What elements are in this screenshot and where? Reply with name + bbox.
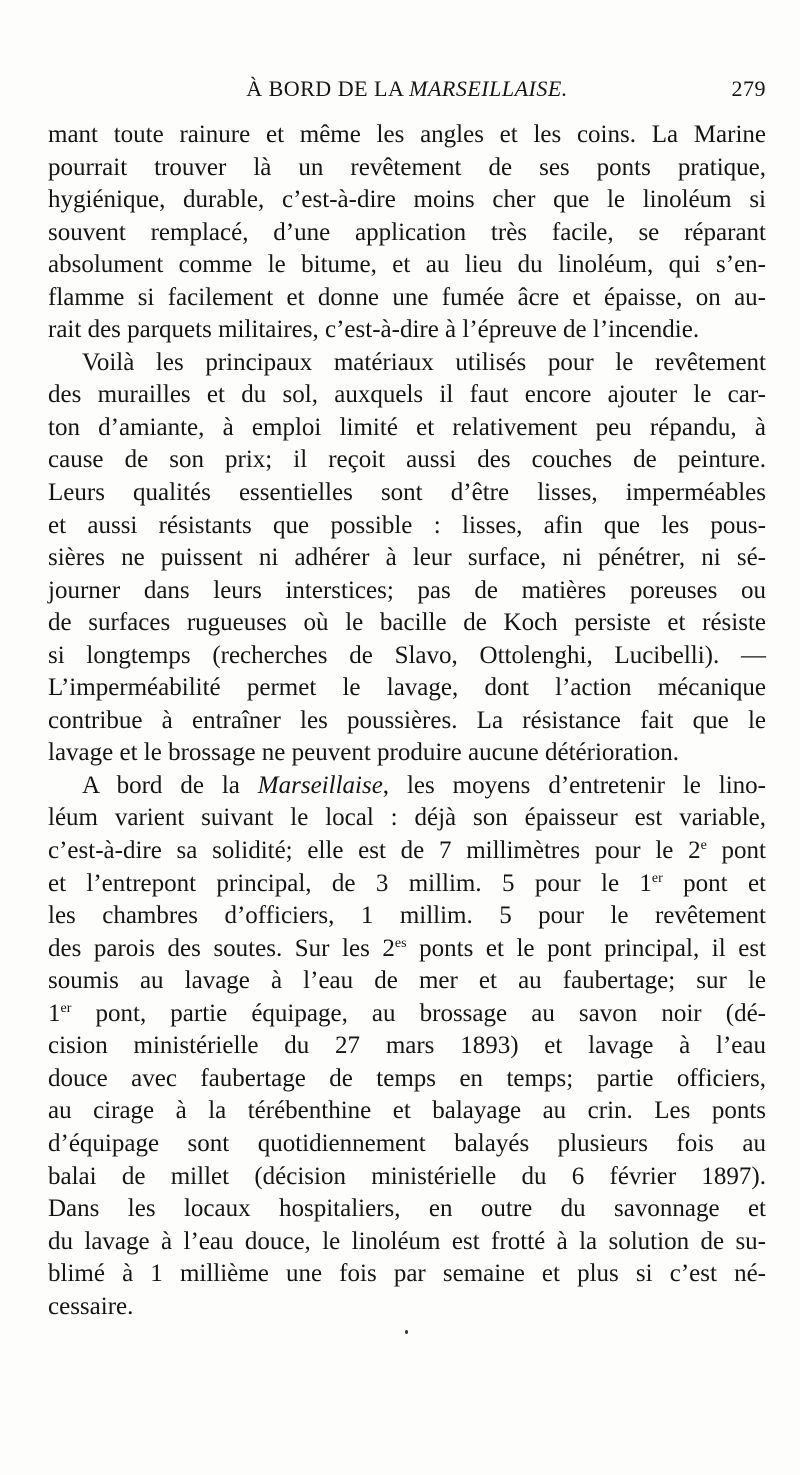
paragraph-3 bbox=[48, 770, 766, 1323]
paragraph-1 bbox=[48, 119, 766, 347]
text-line: L’imperméabilité permet le lavage, dont l’action mécanique bbox=[48, 674, 766, 702]
text-fragment: et l’entrepont principal, de 3 millim. 5 pour le 1 bbox=[48, 869, 652, 897]
superscript: es bbox=[394, 935, 407, 951]
page-number: 279 bbox=[731, 76, 766, 101]
text-line: et aussi résistants que possible : lisses, afin que les pous- bbox=[48, 511, 766, 539]
text-fragment: 1 bbox=[48, 999, 61, 1027]
ship-name: Marseillaise bbox=[257, 771, 383, 799]
body-text bbox=[48, 119, 766, 1323]
text-line: douce avec faubertage de temps en temps; partie officiers, bbox=[48, 1064, 766, 1092]
running-title bbox=[48, 76, 766, 102]
superscript: er bbox=[60, 1000, 72, 1016]
text-line: blimé à 1 millième une fois par semaine et plus si c’est né- bbox=[48, 1260, 766, 1288]
text-line: journer dans leurs interstices; pas de matières poreuses ou bbox=[48, 576, 766, 604]
text-line bbox=[48, 770, 766, 803]
text-fragment: pont, partie équipage, au brossage au savon noir (dé- bbox=[71, 999, 766, 1027]
text-line bbox=[48, 933, 766, 966]
text-line: mant toute rainure et même les angles et les coins. La Marine bbox=[48, 121, 766, 148]
text-line: sières ne puissent ni adhérer à leur surface, ni pénétrer, ni sé- bbox=[48, 544, 766, 572]
text-line: Leurs qualités essentielles sont d’être lisses, imperméables bbox=[48, 479, 766, 507]
text-line: au cirage à la térébenthine et balayage au crin. Les ponts bbox=[48, 1097, 766, 1125]
text-line: flamme si facilement et donne une fumée âcre et épaisse, on au- bbox=[48, 283, 766, 311]
text-fragment: ponts et le pont principal, il est bbox=[406, 934, 766, 962]
text-line: souvent remplacé, d’une application très facile, se réparant bbox=[48, 218, 766, 246]
text-line: lavage et le brossage ne peuvent produire aucune détérioration. bbox=[48, 739, 679, 767]
text-fragment: , les moyens d’entretenir le lino- bbox=[382, 771, 767, 799]
running-header bbox=[48, 76, 766, 112]
running-title-ship-name: MARSEILLAISE. bbox=[409, 76, 568, 101]
running-title-prefix: À BORD DE LA bbox=[246, 76, 404, 101]
text-line: d’équipage sont quotidiennement balayés plusieurs fois au bbox=[48, 1129, 766, 1157]
paragraph-2 bbox=[48, 347, 766, 770]
text-line bbox=[48, 835, 766, 868]
text-fragment: A bord de la bbox=[82, 771, 240, 799]
text-line: rait des parquets militaires, c’est-à-dire à l’épreuve de l’incendie. bbox=[48, 316, 700, 344]
text-line: si longtemps (recherches de Slavo, Ottolenghi, Lucibelli). — bbox=[48, 641, 766, 669]
text-line: cause de son prix; il reçoit aussi des couches de peinture. bbox=[48, 446, 766, 474]
text-line: Dans les locaux hospitaliers, en outre du savonnage et bbox=[48, 1195, 766, 1223]
superscript: e bbox=[700, 838, 707, 854]
text-line: contribue à entraîner les poussières. La résistance fait que le bbox=[48, 706, 766, 734]
text-line: cision ministérielle du 27 mars 1893) et lavage à l’eau bbox=[48, 1032, 766, 1060]
text-line bbox=[48, 868, 766, 901]
text-fragment: pont et bbox=[662, 869, 766, 897]
text-line: les chambres d’officiers, 1 millim. 5 pour le revêtement bbox=[48, 902, 766, 930]
text-line: pourrait trouver là un revêtement de ses ponts pratique, bbox=[48, 153, 766, 181]
text-line: ton d’amiante, à emploi limité et relativement peu répandu, à bbox=[48, 413, 766, 441]
text-fragment: des parois des soutes. Sur les 2 bbox=[48, 934, 395, 962]
print-speck bbox=[405, 1330, 408, 1334]
text-line: des murailles et du sol, auxquels il faut encore ajouter le car- bbox=[48, 381, 766, 409]
text-line bbox=[48, 998, 766, 1031]
superscript: er bbox=[651, 870, 663, 886]
text-line: du lavage à l’eau douce, le linoléum est frotté à la solution de su- bbox=[48, 1227, 766, 1255]
text-line: Voilà les principaux matériaux utilisés pour le revêtement bbox=[82, 348, 766, 376]
text-line: cessaire. bbox=[48, 1292, 134, 1320]
text-line: de surfaces rugueuses où le bacille de Koch persiste et résiste bbox=[48, 609, 766, 637]
text-fragment: c’est-à-dire sa solidité; elle est de 7 millimètres pour le 2 bbox=[48, 837, 701, 865]
text-line: soumis au lavage à l’eau de mer et au faubertage; sur le bbox=[48, 967, 766, 995]
text-line: absolument comme le bitume, et au lieu du linoléum, qui s’en- bbox=[48, 251, 766, 279]
text-line: balai de millet (décision ministérielle du 6 février 1897). bbox=[48, 1162, 766, 1190]
text-line: hygiénique, durable, c’est-à-dire moins cher que le linoléum si bbox=[48, 186, 766, 214]
text-fragment: pont bbox=[706, 837, 766, 865]
text-line: léum varient suivant le local : déjà son épaisseur est variable, bbox=[48, 804, 766, 832]
